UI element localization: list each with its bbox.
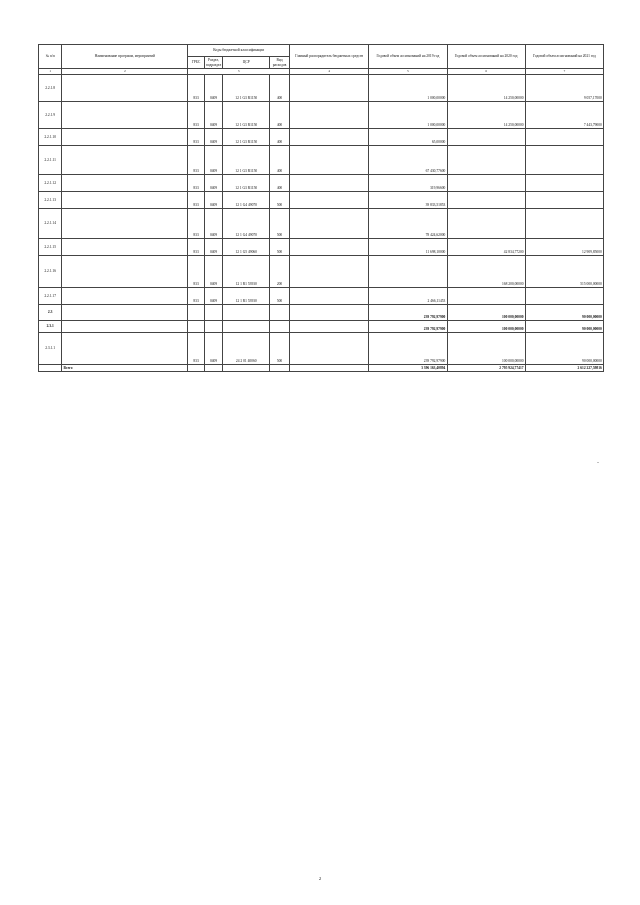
row-name [62, 75, 188, 102]
row-2020 [447, 175, 525, 192]
row-rzpr: 0409 [204, 288, 223, 305]
row-name [62, 321, 188, 333]
row-csr: 12 1 R1 53930 [223, 256, 270, 288]
table-row [39, 288, 604, 305]
row-2020 [447, 288, 525, 305]
row-num: 2.2.1.10 [39, 129, 62, 146]
row-executor [289, 192, 368, 209]
header-2020: Годовой объем ассигнований на 2020 год [447, 45, 525, 69]
row-rzpr [204, 321, 223, 333]
row-executor [289, 129, 368, 146]
row-num: 2.2.1.9 [39, 102, 62, 129]
row-csr: 12 1 G3 R1150 [223, 75, 270, 102]
row-executor [289, 75, 368, 102]
header-vr: Вид расходов [270, 57, 290, 69]
row-csr [223, 305, 270, 321]
row-rzpr: 0409 [204, 256, 223, 288]
row-rzpr: 0409 [204, 239, 223, 256]
row-csr: 12 1 R1 53930 [223, 288, 270, 305]
row-2021: 515 000,00000 [525, 256, 603, 288]
row-2021: 90 000,00000 [525, 333, 603, 365]
row-2020: 14 250,00000 [447, 75, 525, 102]
table-row [39, 175, 604, 192]
row-num: 2.2.1.11 [39, 146, 62, 175]
row-2019: 319,96600 [369, 175, 447, 192]
row-grbs: 833 [188, 192, 204, 209]
row-2020: 100 000,00000 [447, 305, 525, 321]
row-csr: 12 1 G5 49060 [223, 239, 270, 256]
table-row [39, 256, 604, 288]
page-number: 2 [318, 876, 322, 881]
total-2020: 2 795 924,77417 [447, 365, 525, 372]
row-csr: 12 1 G3 R1150 [223, 102, 270, 129]
row-2021 [525, 288, 603, 305]
row-vr: 500 [270, 333, 290, 365]
table-row [39, 102, 604, 129]
row-name [62, 192, 188, 209]
row-2021: 90 000,00000 [525, 305, 603, 321]
row-grbs: 833 [188, 209, 204, 239]
row-2021 [525, 146, 603, 175]
row-grbs: 833 [188, 102, 204, 129]
row-num: 2.2.1.15 [39, 239, 62, 256]
row-rzpr: 0409 [204, 192, 223, 209]
row-2020: 168 200,00000 [447, 256, 525, 288]
row-2020 [447, 209, 525, 239]
corner-mark: " [597, 461, 599, 466]
header-num: № п/п [39, 45, 62, 69]
header-executor: Главный распорядитель бюджетных средств [289, 45, 368, 69]
row-2019: 239 792,97900 [369, 305, 447, 321]
row-2021 [525, 175, 603, 192]
total-row [39, 365, 604, 372]
row-vr: 500 [270, 192, 290, 209]
total-label: Всего [62, 365, 188, 372]
row-vr [270, 321, 290, 333]
row-2020 [447, 146, 525, 175]
header-2019: Годовой объем ассигнований на 2019 год [369, 45, 447, 69]
row-grbs [188, 305, 204, 321]
table-row [39, 333, 604, 365]
row-grbs: 833 [188, 288, 204, 305]
row-2021: 90 000,00000 [525, 321, 603, 333]
row-2019: 11 698,10000 [369, 239, 447, 256]
row-rzpr: 0409 [204, 175, 223, 192]
row-csr: 12 1 G3 R1150 [223, 129, 270, 146]
row-2019: 39 833,51853 [369, 192, 447, 209]
total-empty [289, 365, 368, 372]
header-codes-group: Коды бюджетной классификации [188, 45, 290, 57]
row-name [62, 256, 188, 288]
index-cell: 2 [62, 69, 188, 75]
row-vr: 200 [270, 256, 290, 288]
row-name [62, 209, 188, 239]
row-vr: 500 [270, 288, 290, 305]
row-2020: 100 000,00000 [447, 333, 525, 365]
row-name [62, 333, 188, 365]
row-2019: 67 430,77600 [369, 146, 447, 175]
row-rzpr [204, 305, 223, 321]
row-rzpr: 0409 [204, 146, 223, 175]
row-2020: 42 834,77200 [447, 239, 525, 256]
row-2021 [525, 129, 603, 146]
index-cell: 5 [369, 69, 447, 75]
row-executor [289, 175, 368, 192]
row-2021: 9 057,17000 [525, 75, 603, 102]
total-empty [223, 365, 270, 372]
row-2021 [525, 192, 603, 209]
table-row [39, 239, 604, 256]
row-num: 2.2.1.16 [39, 256, 62, 288]
index-cell: 3 [188, 69, 290, 75]
row-vr: 400 [270, 75, 290, 102]
row-num: 2.2.1.8 [39, 75, 62, 102]
row-grbs: 833 [188, 75, 204, 102]
header-rzpr: Раздел, подраздел [205, 58, 222, 67]
row-rzpr: 0409 [204, 333, 223, 365]
row-grbs: 833 [188, 333, 204, 365]
row-2019: 239 792,97900 [369, 321, 447, 333]
row-num: 2.3.1.1 [39, 333, 62, 365]
row-num: 2.2.1.14 [39, 209, 62, 239]
row-name [62, 239, 188, 256]
row-2019 [369, 256, 447, 288]
row-executor [289, 305, 368, 321]
row-executor [289, 102, 368, 129]
total-2019: 3 396 163,40894 [369, 365, 447, 372]
row-grbs: 833 [188, 239, 204, 256]
row-csr: 12 1 G4 49070 [223, 209, 270, 239]
row-num: 2.3.1 [39, 321, 62, 333]
table-row [39, 321, 604, 333]
budget-table [38, 44, 604, 372]
row-vr: 500 [270, 239, 290, 256]
table-row [39, 192, 604, 209]
row-2019: 78 424,62000 [369, 209, 447, 239]
row-2019: 2 466,11453 [369, 288, 447, 305]
row-rzpr: 0409 [204, 102, 223, 129]
header-name: Наименование программ, мероприятий [62, 45, 188, 69]
row-grbs: 833 [188, 175, 204, 192]
row-executor [289, 288, 368, 305]
index-cell: 1 [39, 69, 62, 75]
document-sheet [38, 44, 604, 372]
row-grbs: 833 [188, 146, 204, 175]
row-num: 2.2.1.12 [39, 175, 62, 192]
total-empty [270, 365, 290, 372]
row-2020 [447, 129, 525, 146]
row-executor [289, 239, 368, 256]
row-executor [289, 321, 368, 333]
table-body [39, 69, 604, 365]
row-csr: 12 1 G3 R1150 [223, 146, 270, 175]
row-executor [289, 146, 368, 175]
row-num: 2.2.1.17 [39, 288, 62, 305]
row-vr: 500 [270, 209, 290, 239]
row-vr: 400 [270, 129, 290, 146]
row-2019: 239 792,97900 [369, 333, 447, 365]
row-2021: 12 909,85000 [525, 239, 603, 256]
index-cell: 4 [289, 69, 368, 75]
row-executor [289, 209, 368, 239]
total-2021: 2 612 227,59816 [525, 365, 603, 372]
table-row [39, 305, 604, 321]
row-num: 2.2.1.13 [39, 192, 62, 209]
index-cell: 7 [525, 69, 603, 75]
row-rzpr: 0409 [204, 75, 223, 102]
row-name [62, 129, 188, 146]
row-grbs: 833 [188, 129, 204, 146]
row-2020: 100 000,00000 [447, 321, 525, 333]
header-grbs: ГРБС [188, 57, 204, 69]
row-vr: 400 [270, 146, 290, 175]
total-empty [188, 365, 204, 372]
total-empty [204, 365, 223, 372]
row-executor [289, 256, 368, 288]
table-row [39, 209, 604, 239]
total-num [39, 365, 62, 372]
row-rzpr: 0409 [204, 129, 223, 146]
row-2020 [447, 192, 525, 209]
row-2019: 1 000,00000 [369, 75, 447, 102]
index-cell: 6 [447, 69, 525, 75]
row-name [62, 146, 188, 175]
row-num: 2.3 [39, 305, 62, 321]
row-name [62, 102, 188, 129]
header-csr: ЦСР [223, 57, 270, 69]
row-csr: 12 1 G3 R1150 [223, 175, 270, 192]
row-csr: 24 2 01 40060 [223, 333, 270, 365]
row-vr: 400 [270, 102, 290, 129]
row-2021: 7 443,79000 [525, 102, 603, 129]
row-grbs [188, 321, 204, 333]
header-2021: Годовой объем ассигнований на 2021 год [525, 45, 603, 69]
row-name [62, 175, 188, 192]
row-csr [223, 321, 270, 333]
row-vr: 400 [270, 175, 290, 192]
table-row [39, 75, 604, 102]
row-name [62, 288, 188, 305]
row-grbs: 833 [188, 256, 204, 288]
row-2019: 65,00000 [369, 129, 447, 146]
row-2019: 1 000,00000 [369, 102, 447, 129]
table-row [39, 146, 604, 175]
row-2021 [525, 209, 603, 239]
row-2020: 14 250,00000 [447, 102, 525, 129]
row-vr [270, 305, 290, 321]
row-executor [289, 333, 368, 365]
row-rzpr: 0409 [204, 209, 223, 239]
row-csr: 12 1 G4 49070 [223, 192, 270, 209]
table-row [39, 129, 604, 146]
row-name [62, 305, 188, 321]
